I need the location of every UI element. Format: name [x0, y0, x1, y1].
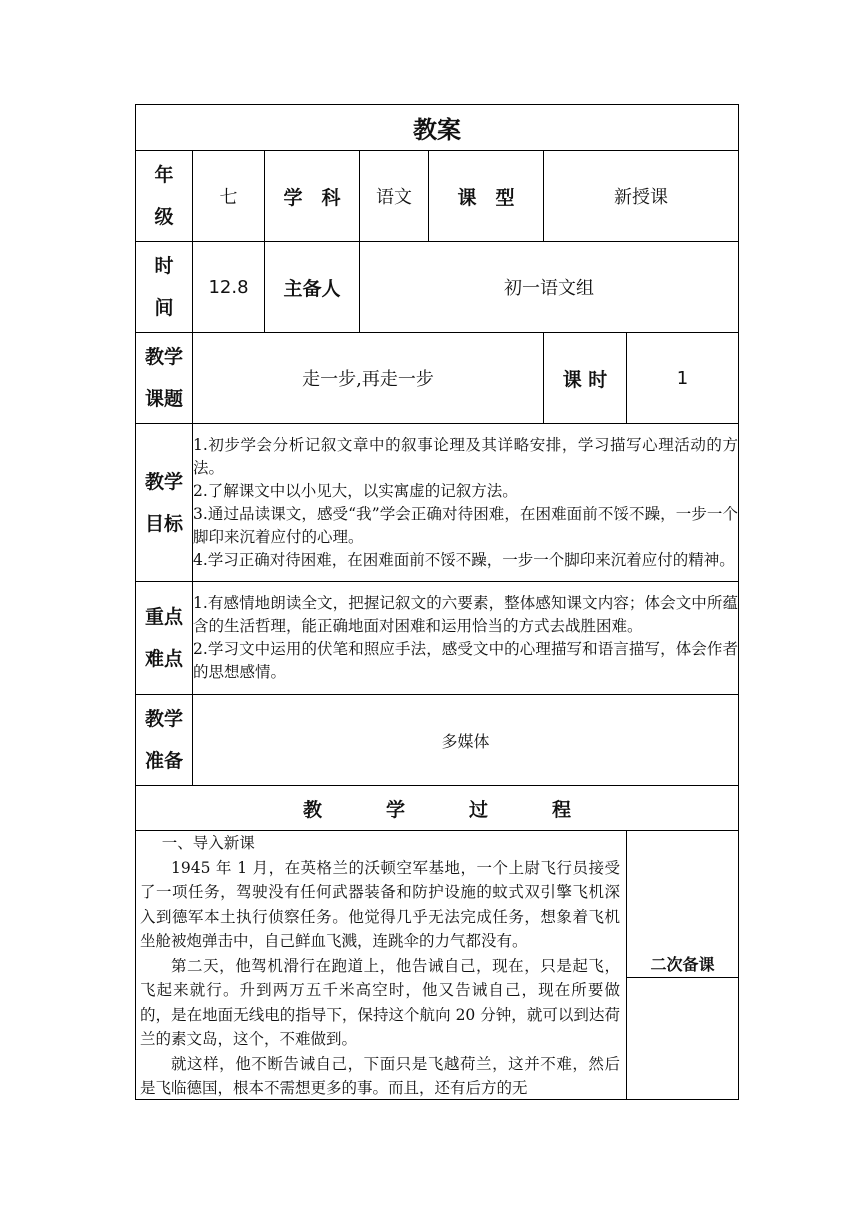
time-value: 12.8	[193, 242, 265, 333]
process-paragraph: 就这样，他不断告诫自己，下面只是飞越荷兰，这并不难，然后是飞临德国，根本不需想更多的事。而且，还有后方的无	[140, 1054, 620, 1097]
lesson-plan-table	[135, 104, 739, 1100]
lesson-type-label: 课 型	[429, 151, 544, 242]
lesson-type-value: 新授课	[544, 151, 739, 242]
subject-label: 学 科	[265, 151, 360, 242]
goals-label: 教学 目标	[136, 424, 193, 582]
goal-item: 1.初步学会分析记叙文章中的叙事论理及其详略安排，学习描写心理活动的方法。	[193, 435, 738, 477]
periods-label: 课 时	[544, 333, 627, 424]
grade-label: 年 级	[136, 151, 193, 242]
page-title: 教案	[136, 105, 739, 151]
second-prep-label: 二次备课	[627, 953, 738, 978]
prep-value: 多媒体	[193, 695, 739, 786]
preparer-value: 初一语文组	[360, 242, 739, 333]
second-prep-column	[627, 831, 739, 1100]
time-label: 时 间	[136, 242, 193, 333]
process-paragraph: 1945 年 1 月，在英格兰的沃顿空军基地，一个上尉飞行员接受了一项任务，驾驶没有任何武器装备和防护设施的蚊式双引擎飞机深入到德军本土执行侦察任务。他觉得几乎无法完成任务，想象着飞机坐舱被炮弹击中，自己鲜血飞溅，连跳伞的力气都没有。	[140, 858, 620, 950]
topic-label: 教学 课题	[136, 333, 193, 424]
process-title: 教 学 过 程	[136, 786, 739, 831]
process-heading: 一、导入新课	[161, 834, 255, 852]
key-item: 1.有感情地朗读全文，把握记叙文的六要素，整体感知课文内容；体会文中所蕴含的生活哲理，能正确地面对困难和运用恰当的方式去战胜困难。	[193, 594, 738, 635]
goal-item: 2.了解课文中以小见大，以实寓虚的记叙方法。	[193, 481, 518, 500]
keys-list	[193, 582, 739, 695]
topic-value: 走一步,再走一步	[193, 333, 544, 424]
grade-value: 七	[193, 151, 265, 242]
goal-item: 3.通过品读课文，感受“我”学会正确对待困难，在困难面前不馁不躁，一步一个脚印来沉着应付的心理。	[193, 504, 738, 546]
process-body	[136, 831, 627, 1100]
process-paragraph: 第二天，他驾机滑行在跑道上，他告诫自己，现在，只是起飞，飞起来就行。升到两万五千米高空时，他又告诫自己，现在所要做的，是在地面无线电的指导下，保持这个航向 20 分钟，就可以到达荷兰的素文岛，这个，不难做到。	[140, 956, 620, 1048]
goal-item: 4.学习正确对待困难，在困难面前不馁不躁，一步一个脚印来沉着应付的精神。	[193, 550, 735, 569]
keys-label: 重点 难点	[136, 582, 193, 695]
periods-value: 1	[627, 333, 739, 424]
prep-label: 教学 准备	[136, 695, 193, 786]
preparer-label: 主备人	[265, 242, 360, 333]
goals-list	[193, 424, 739, 582]
key-item: 2.学习文中运用的伏笔和照应手法，感受文中的心理描写和语言描写，体会作者的思想感情。	[193, 640, 738, 681]
subject-value: 语文	[360, 151, 429, 242]
